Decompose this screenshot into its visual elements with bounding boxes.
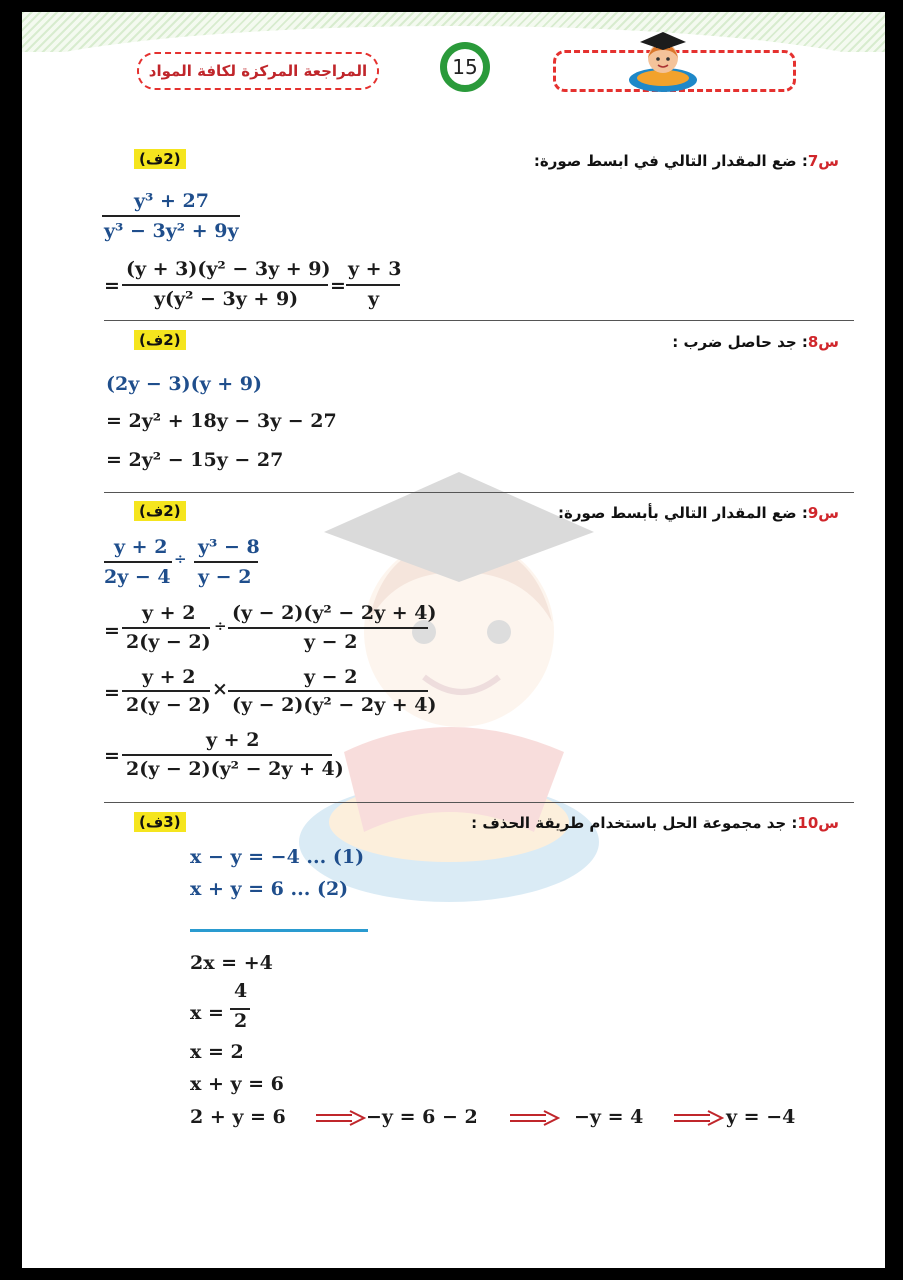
q7-denominator-2: y(y² − 3y + 9) — [154, 288, 299, 310]
q10-sum-rule — [190, 929, 368, 932]
question-9-marks: (2ف) — [134, 501, 186, 521]
q9-c-bar — [122, 627, 210, 629]
q10-step-8: y = −4 — [726, 1106, 796, 1128]
question-7-marks: (2ف) — [134, 149, 186, 169]
q9-d-numerator: (y − 2)(y² − 2y + 4) — [232, 602, 437, 624]
q9-divide-2: ÷ — [214, 617, 227, 635]
q9-g-numerator: y + 2 — [206, 729, 260, 751]
q9-f-numerator: y − 2 — [304, 666, 358, 688]
question-8-text: : جد حاصل ضرب : — [672, 333, 808, 351]
q7-equals-2: = — [330, 275, 346, 297]
q9-g-bar — [122, 754, 332, 756]
q10-step-2-denominator: 2 — [234, 1010, 248, 1032]
q7-denominator-1: y³ − 3y² + 9y — [104, 220, 239, 242]
q9-divide-1: ÷ — [174, 550, 187, 568]
q8-line-1: (2y − 3)(y + 9) — [106, 373, 262, 395]
arrow-right-icon — [672, 1110, 724, 1126]
q9-e-numerator: y + 2 — [142, 666, 196, 688]
question-10-text: : جد مجموعة الحل باستخدام طريقة الحذف : — [471, 814, 798, 832]
separator-1 — [104, 320, 854, 321]
q10-step-4: x + y = 6 — [190, 1073, 284, 1095]
question-7-number: س7 — [807, 152, 839, 170]
q7-numerator-1: y³ + 27 — [134, 190, 209, 212]
q9-a-numerator: y + 2 — [114, 536, 168, 558]
q10-step-3: x = 2 — [190, 1041, 244, 1063]
question-7 — [534, 152, 839, 170]
q10-step-1: 2x = +4 — [190, 952, 273, 974]
separator-3 — [104, 802, 854, 803]
q9-b-bar — [194, 561, 258, 563]
q9-equals-3: = — [104, 745, 120, 767]
q9-f-denominator: (y − 2)(y² − 2y + 4) — [232, 694, 437, 716]
q9-c-denominator: 2(y − 2) — [126, 631, 211, 653]
q10-equation-2: x + y = 6 ... (2) — [190, 878, 349, 900]
worksheet-page — [22, 12, 885, 1268]
q9-a-denominator: 2y − 4 — [104, 566, 171, 588]
q7-equals-1: = — [104, 275, 120, 297]
q9-b-denominator: y − 2 — [198, 566, 252, 588]
q8-line-2: = 2y² + 18y − 3y − 27 — [106, 410, 337, 432]
q9-c-numerator: y + 2 — [142, 602, 196, 624]
q7-fraction-bar-1 — [102, 215, 240, 217]
q9-e-bar — [122, 690, 210, 692]
question-8-number: س8 — [807, 333, 839, 351]
arrow-right-icon — [508, 1110, 560, 1126]
question-10 — [471, 814, 839, 832]
q9-e-denominator: 2(y − 2) — [126, 694, 211, 716]
arrow-right-icon — [314, 1110, 366, 1126]
page-number: 15 — [445, 47, 485, 87]
question-9-text: : ضع المقدار التالي بأبسط صورة: — [557, 504, 808, 522]
q9-times: × — [212, 678, 228, 700]
q7-fraction-bar-2 — [122, 284, 328, 286]
q10-step-2-lhs: x = — [190, 1002, 224, 1024]
q10-step-6: −y = 6 − 2 — [366, 1106, 478, 1128]
question-8-marks: (2ف) — [134, 330, 186, 350]
q10-equation-1: x − y = −4 ... (1) — [190, 846, 365, 868]
q7-denominator-3: y — [368, 288, 380, 310]
question-7-text: : ضع المقدار التالي في ابسط صورة: — [533, 152, 808, 170]
question-9-number: س9 — [807, 504, 839, 522]
header-title: المراجعة المركزة لكافة المواد — [137, 52, 379, 90]
q10-step-2-numerator: 4 — [234, 980, 248, 1002]
q7-numerator-2: (y + 3)(y² − 3y + 9) — [126, 258, 331, 280]
question-9 — [558, 504, 839, 522]
q9-equals-2: = — [104, 682, 120, 704]
q10-step-7: −y = 4 — [574, 1106, 644, 1128]
graduate-logo-icon — [622, 22, 704, 94]
question-10-marks: (3ف) — [134, 812, 186, 832]
q9-g-denominator: 2(y − 2)(y² − 2y + 4) — [126, 758, 344, 780]
q8-line-3: = 2y² − 15y − 27 — [106, 449, 284, 471]
q9-a-bar — [104, 561, 172, 563]
question-8 — [672, 333, 839, 351]
q9-f-bar — [228, 690, 428, 692]
page-number-badge — [440, 42, 490, 92]
q9-d-denominator: y − 2 — [304, 631, 358, 653]
q10-step-5: 2 + y = 6 — [190, 1106, 286, 1128]
q9-b-numerator: y³ − 8 — [198, 536, 260, 558]
q9-d-bar — [228, 627, 428, 629]
q7-fraction-bar-3 — [346, 284, 400, 286]
question-10-number: س10 — [797, 814, 839, 832]
q9-equals-1: = — [104, 620, 120, 642]
separator-2 — [104, 492, 854, 493]
q7-numerator-3: y + 3 — [348, 258, 402, 280]
